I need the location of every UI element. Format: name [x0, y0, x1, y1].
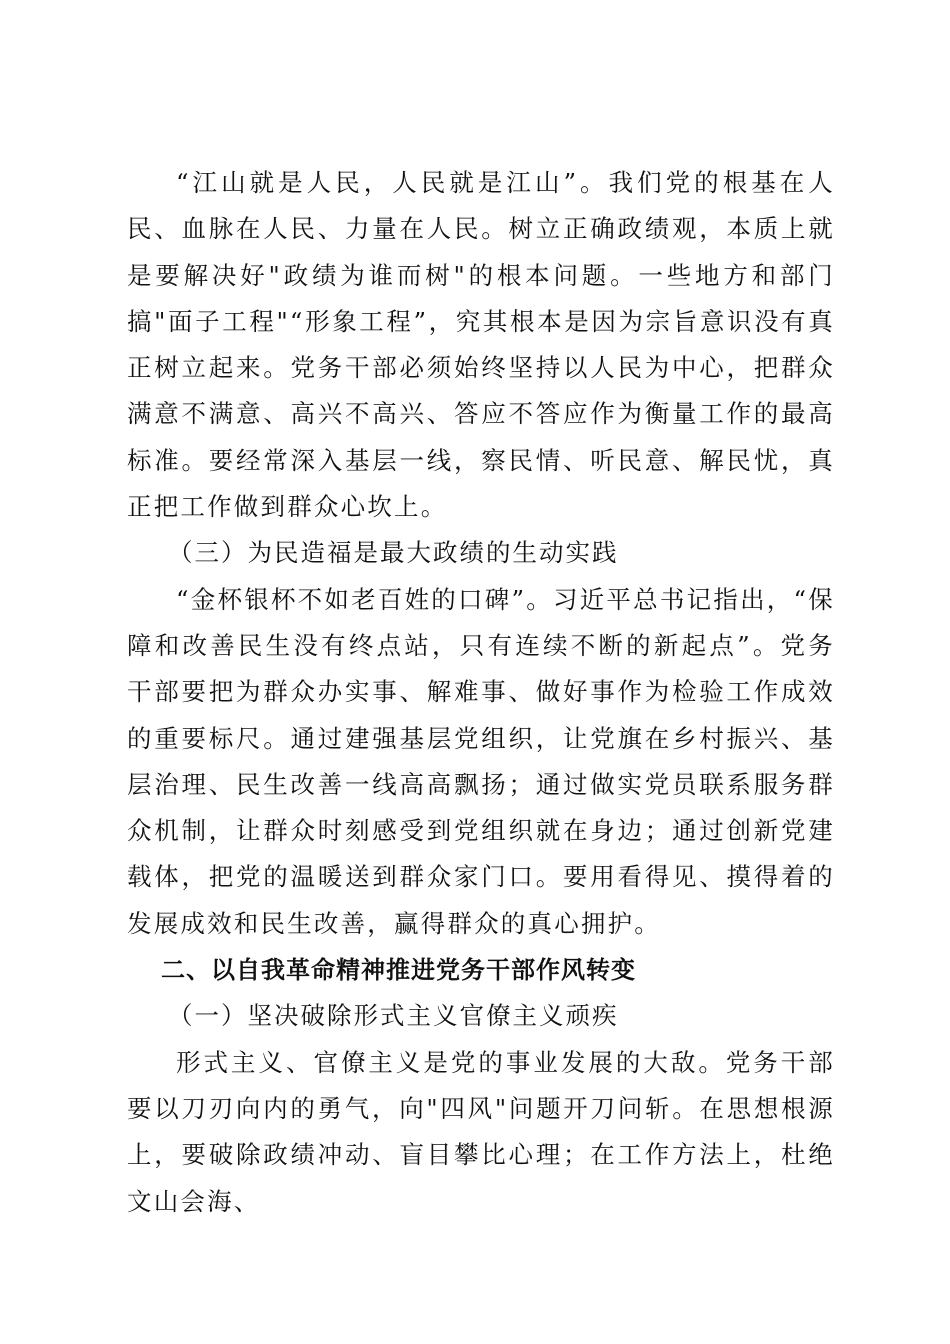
section-heading-two: 二、以自我革命精神推进党务干部作风转变 — [161, 956, 636, 985]
subheading-three: （三）为民造福是最大政绩的生动实践 — [168, 538, 619, 568]
paragraph-people-centered: “江山就是人民，人民就是江山”。我们党的根基在人民、血脉在人民、力量在人民。树立正确政绩观，本质上就是要解决好"政绩为谁而树"的根本问题。一些地方和部门搞"面子工程"“形象工程”，究其根本是因为宗旨意识没有真正树立起来。党务干部必须始终坚持以人民为中心，把群众满意不满意、高兴不高兴、答应不答应作为衡量工作的最高标准。要经常深入基层一线，察民情、听民意、解民忧，真正把工作做到群众心坎上。 — [127, 168, 835, 522]
paragraph-formalism: 形式主义、官僚主义是党的事业发展的大敌。党务干部要以刀刃向内的勇气，向"四风"问题开刀问斩。在思想根源上，要破除政绩冲动、盲目攀比心理；在工作方法上，杜绝文山会海、 — [127, 1047, 835, 1216]
document-page — [127, 160, 835, 1225]
subheading-one: （一）坚决破除形式主义官僚主义顽疾 — [168, 1001, 619, 1031]
paragraph-livelihood: “金杯银杯不如老百姓的口碑”。习近平总书记指出，“保障和改善民生没有终点站，只有连续不断的新起点”。党务干部要把为群众办实事、解难事、做好事作为检验工作成效的重要标尺。通过建强基层党组织，让党旗在乡村振兴、基层治理、民生改善一线高高飘扬；通过做实党员联系服务群众机制，让群众时刻感受到党组织就在身边；通过创新党建载体，把党的温暖送到群众家门口。要用看得见、摸得着的发展成效和民生改善，赢得群众的真心拥护。 — [127, 584, 835, 938]
